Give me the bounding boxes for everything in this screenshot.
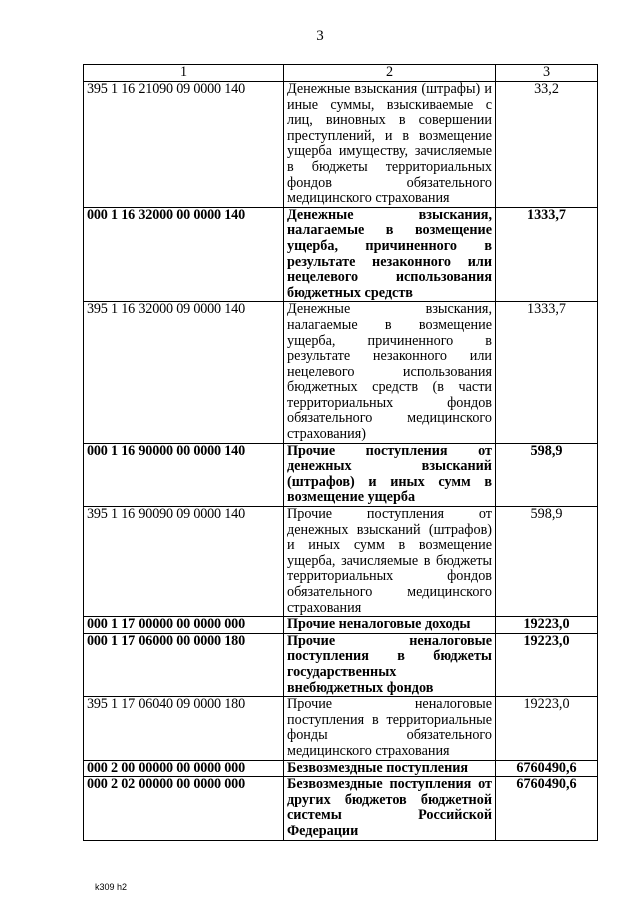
amount-cell: 19223,0 [496,617,598,634]
amount-cell: 6760490,6 [496,777,598,840]
table-body [84,82,598,841]
amount-cell: 598,9 [496,443,598,506]
column-header-2: 2 [284,65,496,82]
amount-cell: 1333,7 [496,207,598,302]
page-number: 3 [316,28,324,44]
table-row [84,697,598,760]
code-cell: 000 2 02 00000 00 0000 000 [84,777,284,840]
code-cell: 395 1 16 21090 09 0000 140 [84,82,284,208]
code-cell: 000 1 17 06000 00 0000 180 [84,633,284,696]
name-cell: Денежные взыскания, налагаемые в возмещение ущерба, причиненного в результате незаконного или нецелевого использования бюджетных средств (в части территориальных фондов обязательного медицинского страхования) [284,302,496,443]
name-cell: Прочие поступления от денежных взысканий (штрафов) и иных сумм в возмещение ущерба, зачисляемые в бюджеты территориальных фондов обязательного медицинского страхования [284,507,496,617]
amount-cell: 19223,0 [496,697,598,760]
table-row [84,633,598,696]
code-cell: 000 1 16 90000 00 0000 140 [84,443,284,506]
name-cell: Денежные взыскания, налагаемые в возмещение ущерба, причиненного в результате незаконного или нецелевого использования бюджетных средств [284,207,496,302]
name-cell: Безвозмездные поступления от других бюджетов бюджетной системы Российской Федерации [284,777,496,840]
code-cell: 000 1 17 00000 00 0000 000 [84,617,284,634]
name-cell: Денежные взыскания (штрафы) и иные суммы, взыскиваемые с лиц, виновных в совершении преступлений, и в возмещение ущерба имуществу, зачисляемые в бюджеты территориальных фондов обязательного медицинского страхования [284,82,496,208]
footer-code: k309 h2 [95,882,128,892]
code-cell: 395 1 16 90090 09 0000 140 [84,507,284,617]
header-row [84,65,598,82]
table-row [84,777,598,840]
name-cell: Прочие поступления от денежных взысканий (штрафов) и иных сумм в возмещение ущерба [284,443,496,506]
table-row [84,443,598,506]
table-row [84,302,598,443]
amount-cell: 33,2 [496,82,598,208]
table-row [84,617,598,634]
code-cell: 000 2 00 00000 00 0000 000 [84,760,284,777]
name-cell: Прочие неналоговые поступления в территориальные фонды обязательного медицинского страхования [284,697,496,760]
column-header-3: 3 [496,65,598,82]
budget-table [83,64,598,841]
name-cell: Безвозмездные поступления [284,760,496,777]
name-cell: Прочие неналоговые поступления в бюджеты государственных внебюджетных фондов [284,633,496,696]
amount-cell: 1333,7 [496,302,598,443]
column-header-1: 1 [84,65,284,82]
code-cell: 000 1 16 32000 00 0000 140 [84,207,284,302]
table-row [84,760,598,777]
amount-cell: 6760490,6 [496,760,598,777]
table-row [84,207,598,302]
amount-cell: 19223,0 [496,633,598,696]
code-cell: 395 1 17 06040 09 0000 180 [84,697,284,760]
name-cell: Прочие неналоговые доходы [284,617,496,634]
table-row [84,507,598,617]
amount-cell: 598,9 [496,507,598,617]
code-cell: 395 1 16 32000 09 0000 140 [84,302,284,443]
table-row [84,82,598,208]
